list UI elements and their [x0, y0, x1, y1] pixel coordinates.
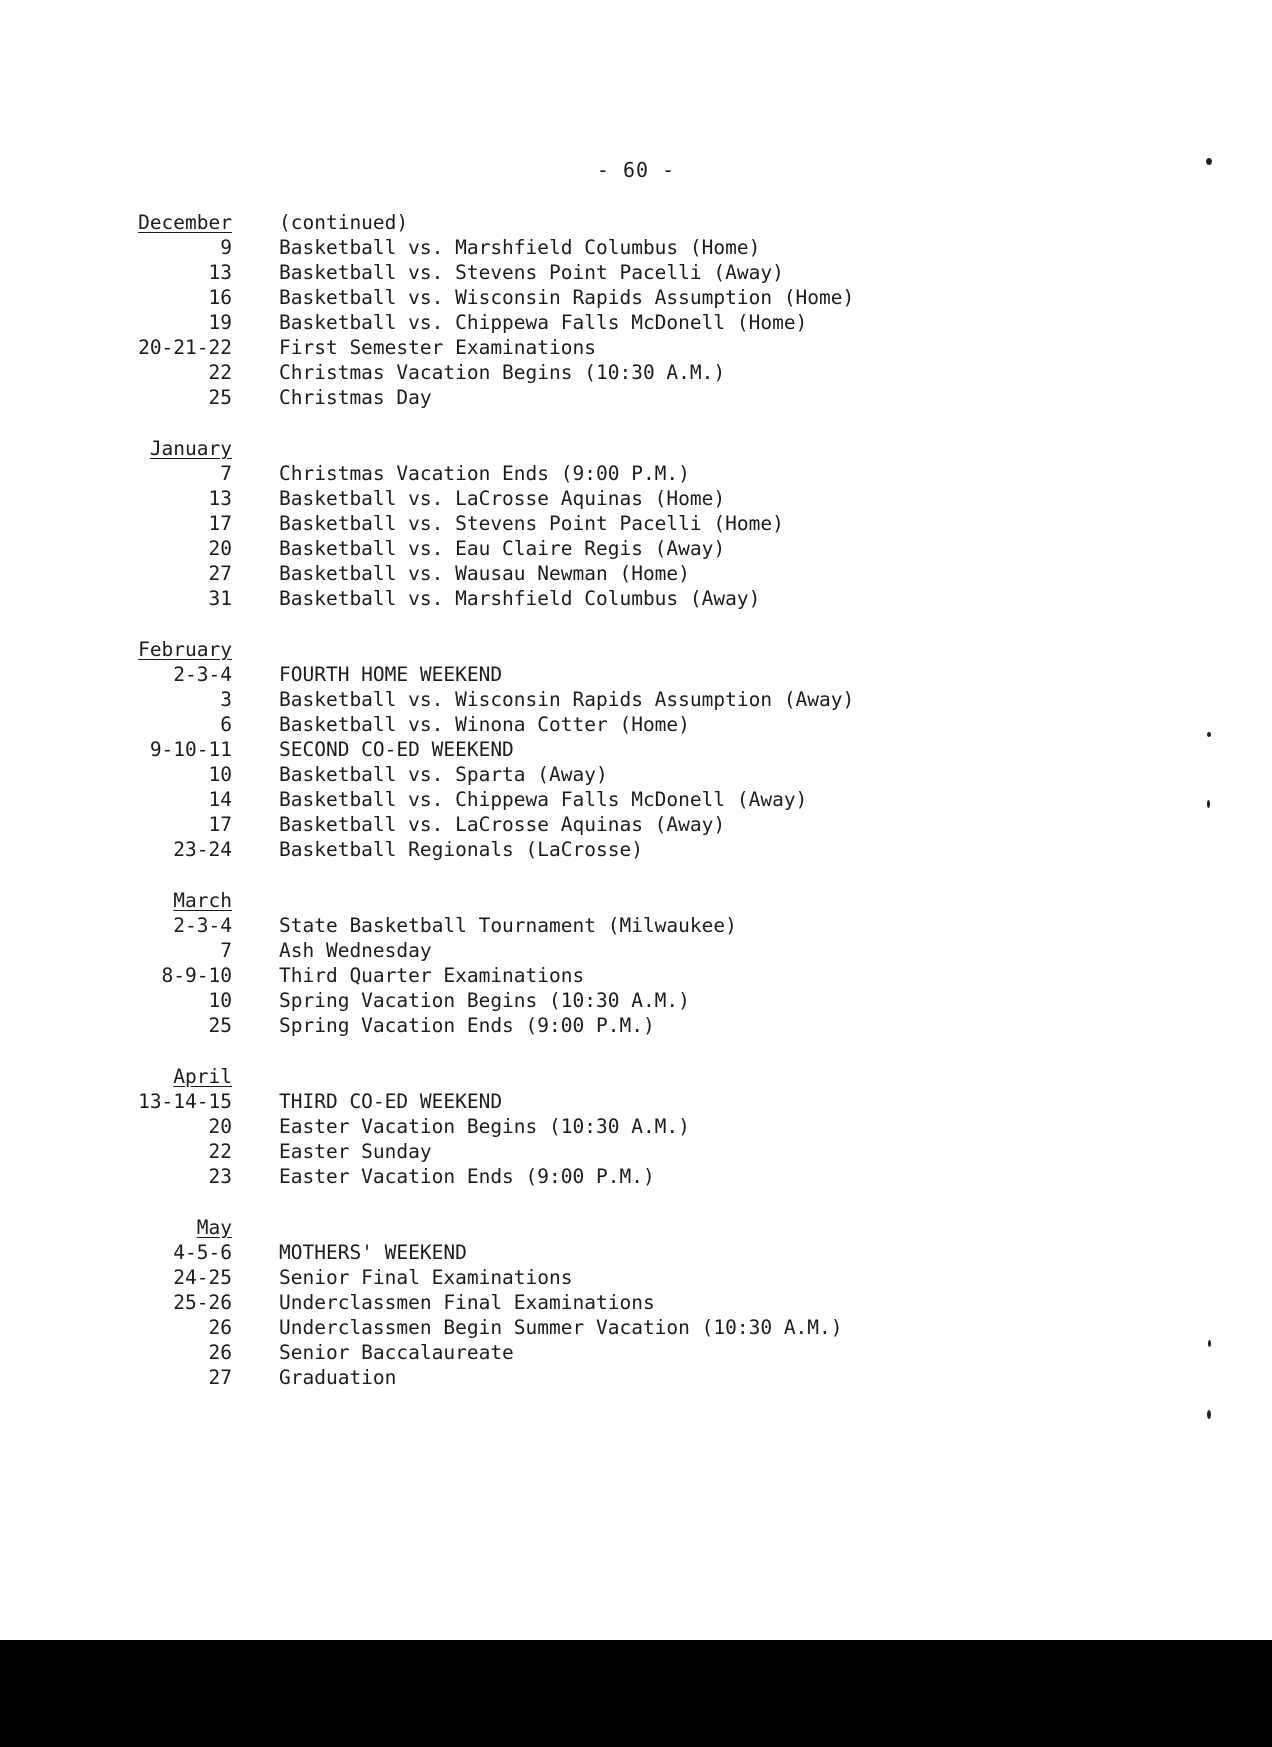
month-name: February [138, 638, 232, 661]
month-name: April [173, 1065, 232, 1088]
entry-event: Spring Vacation Begins (10:30 A.M.) [279, 989, 690, 1012]
schedule-entry [120, 335, 940, 360]
entry-date: 13 [208, 261, 232, 284]
entry-event: Christmas Day [279, 386, 432, 409]
scan-speck [1207, 732, 1211, 737]
month-section [120, 888, 940, 1038]
month-header [120, 1064, 940, 1089]
schedule-entry [120, 1315, 940, 1340]
entry-date: 23 [208, 1165, 232, 1188]
month-header [120, 210, 940, 235]
entry-event: Third Quarter Examinations [279, 964, 585, 987]
entry-date: 20 [208, 1115, 232, 1138]
schedule-entry [120, 511, 940, 536]
entry-date: 24-25 [173, 1266, 232, 1289]
month-header [120, 637, 940, 662]
entry-event: Ash Wednesday [279, 939, 432, 962]
schedule [120, 210, 940, 1416]
schedule-entry [120, 837, 940, 862]
entry-date: 3 [220, 688, 232, 711]
schedule-entry [120, 561, 940, 586]
schedule-entry [120, 913, 940, 938]
entry-event: Easter Vacation Ends (9:00 P.M.) [279, 1165, 655, 1188]
month-section [120, 210, 940, 410]
entry-event: Basketball vs. LaCrosse Aquinas (Home) [279, 487, 726, 510]
entry-date: 9-10-11 [149, 738, 232, 761]
entry-date: 8-9-10 [161, 964, 232, 987]
entry-event: MOTHERS' WEEKEND [279, 1241, 467, 1264]
schedule-entry [120, 385, 940, 410]
schedule-entry [120, 662, 940, 687]
schedule-entry [120, 1290, 940, 1315]
schedule-entry [120, 536, 940, 561]
schedule-entry [120, 461, 940, 486]
scan-border [0, 1640, 1272, 1747]
entry-date: 27 [208, 1366, 232, 1389]
month-section [120, 1064, 940, 1189]
schedule-entry [120, 486, 940, 511]
entry-event: Spring Vacation Ends (9:00 P.M.) [279, 1014, 655, 1037]
entry-date: 20-21-22 [138, 336, 232, 359]
entry-date: 4-5-6 [173, 1241, 232, 1264]
schedule-entry [120, 235, 940, 260]
entry-date: 13 [208, 487, 232, 510]
schedule-entry [120, 762, 940, 787]
month-name: May [196, 1216, 232, 1239]
scan-speck [1207, 1410, 1211, 1419]
month-section [120, 1215, 940, 1390]
entry-event: First Semester Examinations [279, 336, 596, 359]
entry-event: Basketball vs. Chippewa Falls McDonell (Home) [279, 311, 808, 334]
entry-event: THIRD CO-ED WEEKEND [279, 1090, 503, 1113]
entry-date: 25 [208, 386, 232, 409]
entry-event: Basketball vs. Wausau Newman (Home) [279, 562, 690, 585]
schedule-entry [120, 1240, 940, 1265]
month-section [120, 436, 940, 611]
schedule-entry [120, 285, 940, 310]
entry-event: Basketball vs. LaCrosse Aquinas (Away) [279, 813, 726, 836]
entry-event: Basketball vs. Wisconsin Rapids Assumption (Home) [279, 286, 855, 309]
month-header [120, 1215, 940, 1240]
entry-date: 14 [208, 788, 232, 811]
schedule-entry [120, 1139, 940, 1164]
schedule-entry [120, 586, 940, 611]
schedule-entry [120, 1365, 940, 1390]
entry-date: 22 [208, 361, 232, 384]
entry-event: Easter Sunday [279, 1140, 432, 1163]
entry-event: Basketball vs. Marshfield Columbus (Away) [279, 587, 761, 610]
entry-date: 7 [220, 462, 232, 485]
month-name: March [173, 889, 232, 912]
entry-event: Underclassmen Final Examinations [279, 1291, 655, 1314]
month-note: (continued) [279, 211, 409, 234]
schedule-entry [120, 938, 940, 963]
schedule-entry [120, 812, 940, 837]
entry-date: 17 [208, 512, 232, 535]
scan-speck [1206, 158, 1212, 165]
entry-date: 9 [220, 236, 232, 259]
entry-date: 26 [208, 1341, 232, 1364]
entry-date: 10 [208, 763, 232, 786]
entry-date: 6 [220, 713, 232, 736]
page-number: - 60 - [596, 158, 676, 182]
entry-event: Basketball Regionals (LaCrosse) [279, 838, 643, 861]
schedule-entry [120, 360, 940, 385]
schedule-entry [120, 1114, 940, 1139]
schedule-entry [120, 963, 940, 988]
entry-date: 20 [208, 537, 232, 560]
entry-date: 31 [208, 587, 232, 610]
entry-date: 17 [208, 813, 232, 836]
schedule-entry [120, 1164, 940, 1189]
entry-date: 23-24 [173, 838, 232, 861]
schedule-entry [120, 1013, 940, 1038]
entry-event: Basketball vs. Winona Cotter (Home) [279, 713, 690, 736]
entry-date: 26 [208, 1316, 232, 1339]
entry-date: 16 [208, 286, 232, 309]
month-header [120, 888, 940, 913]
entry-date: 22 [208, 1140, 232, 1163]
entry-date: 19 [208, 311, 232, 334]
schedule-entry [120, 988, 940, 1013]
entry-event: Senior Final Examinations [279, 1266, 573, 1289]
entry-event: Senior Baccalaureate [279, 1341, 514, 1364]
schedule-entry [120, 737, 940, 762]
entry-date: 2-3-4 [173, 663, 232, 686]
entry-date: 10 [208, 989, 232, 1012]
entry-date: 25 [208, 1014, 232, 1037]
entry-date: 27 [208, 562, 232, 585]
month-name: December [138, 211, 232, 234]
scan-speck [1207, 800, 1210, 808]
entry-event: Graduation [279, 1366, 397, 1389]
schedule-entry [120, 310, 940, 335]
schedule-entry [120, 1265, 940, 1290]
entry-event: FOURTH HOME WEEKEND [279, 663, 503, 686]
schedule-entry [120, 687, 940, 712]
entry-event: Basketball vs. Marshfield Columbus (Home) [279, 236, 761, 259]
entry-event: Christmas Vacation Ends (9:00 P.M.) [279, 462, 690, 485]
schedule-entry [120, 712, 940, 737]
entry-date: 2-3-4 [173, 914, 232, 937]
entry-event: Christmas Vacation Begins (10:30 A.M.) [279, 361, 726, 384]
schedule-entry [120, 1089, 940, 1114]
scan-speck [1208, 1340, 1211, 1347]
entry-event: Basketball vs. Chippewa Falls McDonell (Away) [279, 788, 808, 811]
schedule-entry [120, 787, 940, 812]
entry-event: Easter Vacation Begins (10:30 A.M.) [279, 1115, 690, 1138]
entry-date: 13-14-15 [138, 1090, 232, 1113]
schedule-entry [120, 260, 940, 285]
schedule-entry [120, 1340, 940, 1365]
entry-event: State Basketball Tournament (Milwaukee) [279, 914, 737, 937]
entry-event: Basketball vs. Wisconsin Rapids Assumption (Away) [279, 688, 855, 711]
month-header [120, 436, 940, 461]
entry-event: SECOND CO-ED WEEKEND [279, 738, 514, 761]
entry-date: 7 [220, 939, 232, 962]
entry-event: Basketball vs. Stevens Point Pacelli (Home) [279, 512, 784, 535]
entry-event: Basketball vs. Stevens Point Pacelli (Away) [279, 261, 784, 284]
entry-event: Underclassmen Begin Summer Vacation (10:30 A.M.) [279, 1316, 843, 1339]
month-section [120, 637, 940, 862]
month-name: January [149, 437, 232, 460]
entry-event: Basketball vs. Eau Claire Regis (Away) [279, 537, 726, 560]
entry-event: Basketball vs. Sparta (Away) [279, 763, 608, 786]
entry-date: 25-26 [173, 1291, 232, 1314]
